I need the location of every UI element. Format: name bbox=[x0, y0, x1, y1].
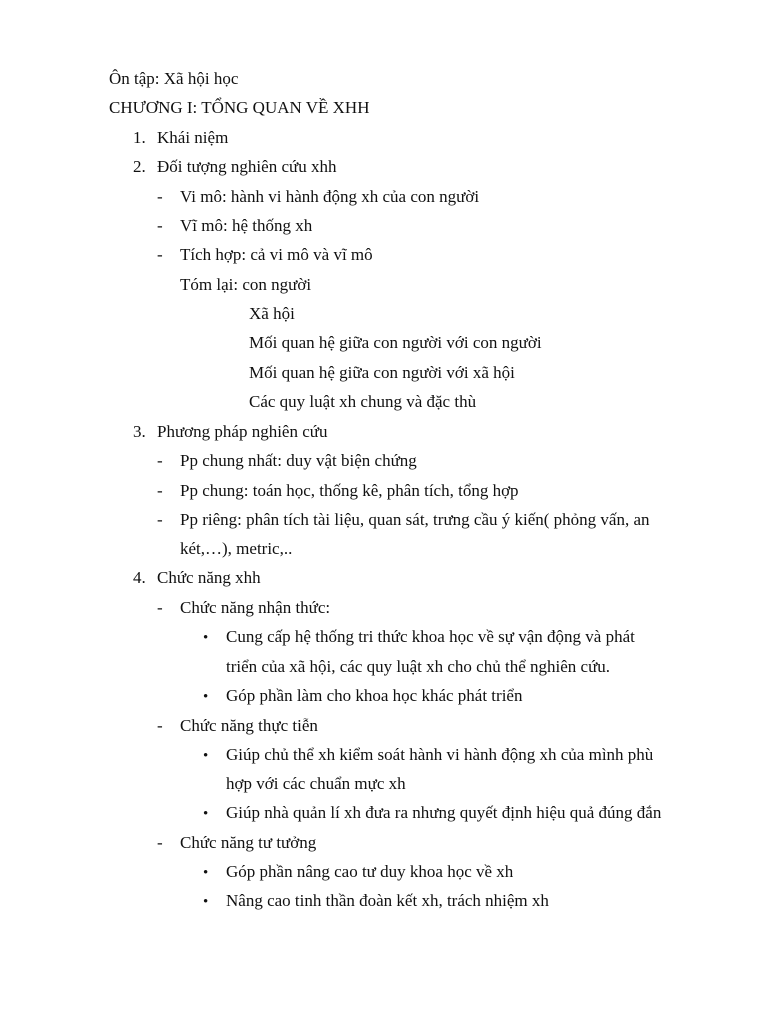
list-item: Pp riêng: phân tích tài liệu, quan sát, trưng cầu ý kiến( phỏng vấn, an bbox=[180, 510, 650, 529]
bullet-item: Cung cấp hệ thống tri thức khoa học về sự vận động và phát bbox=[226, 627, 635, 646]
dash-marker: - bbox=[157, 833, 163, 852]
bullet-marker: • bbox=[203, 630, 209, 646]
function-label: Chức năng tư tưởng bbox=[180, 833, 317, 852]
summary-item: Các quy luật xh chung và đặc thù bbox=[249, 392, 477, 411]
document-title: Ôn tập: Xã hội học bbox=[109, 69, 239, 88]
bullet-marker: • bbox=[203, 689, 209, 705]
dash-marker: - bbox=[157, 598, 163, 617]
dash-marker: - bbox=[157, 716, 163, 735]
dash-marker: - bbox=[157, 451, 163, 470]
summary-item: Mối quan hệ giữa con người với xã hội bbox=[249, 363, 515, 382]
section-heading: Khái niệm bbox=[157, 128, 229, 147]
bullet-item: Góp phần nâng cao tư duy khoa học về xh bbox=[226, 862, 514, 881]
section-heading: Chức năng xhh bbox=[157, 568, 261, 587]
section-number: 4. bbox=[133, 568, 146, 587]
dash-marker: - bbox=[157, 481, 163, 500]
bullet-item: Nâng cao tinh thần đoàn kết xh, trách nhiệm xh bbox=[226, 891, 549, 910]
bullet-marker: • bbox=[203, 748, 209, 764]
dash-marker: - bbox=[157, 216, 163, 235]
summary-item: Xã hội bbox=[249, 304, 295, 323]
section-heading: Đối tượng nghiên cứu xhh bbox=[157, 157, 337, 176]
section-number: 2. bbox=[133, 157, 146, 176]
section-number: 3. bbox=[133, 422, 146, 441]
function-label: Chức năng thực tiễn bbox=[180, 716, 318, 735]
dash-marker: - bbox=[157, 510, 163, 529]
summary-item: Mối quan hệ giữa con người với con người bbox=[249, 333, 542, 352]
function-label: Chức năng nhận thức: bbox=[180, 598, 331, 617]
dash-marker: - bbox=[157, 187, 163, 206]
dash-marker: - bbox=[157, 245, 163, 264]
section-heading: Phương pháp nghiên cứu bbox=[157, 422, 328, 441]
section-number: 1. bbox=[133, 128, 146, 147]
bullet-item-continuation: hợp với các chuẩn mực xh bbox=[226, 774, 406, 793]
bullet-marker: • bbox=[203, 894, 209, 910]
summary-label: Tóm lại: con người bbox=[180, 275, 312, 294]
bullet-item-continuation: triển của xã hội, các quy luật xh cho chủ thể nghiên cứu. bbox=[226, 657, 611, 676]
bullet-item: Giúp nhà quản lí xh đưa ra nhưng quyết định hiệu quả đúng đắn bbox=[226, 803, 662, 822]
list-item: Vi mô: hành vi hành động xh của con người bbox=[180, 187, 480, 206]
bullet-item: Giúp chủ thể xh kiểm soát hành vi hành động xh của mình phù bbox=[226, 745, 654, 764]
bullet-item: Góp phần làm cho khoa học khác phát triển bbox=[226, 686, 523, 705]
list-item: Pp chung nhất: duy vật biện chứng bbox=[180, 451, 417, 470]
list-item: Pp chung: toán học, thống kê, phân tích, tổng hợp bbox=[180, 481, 519, 500]
list-item: Tích hợp: cả vi mô và vĩ mô bbox=[180, 245, 373, 264]
bullet-marker: • bbox=[203, 865, 209, 881]
chapter-heading: CHƯƠNG I: TỔNG QUAN VỀ XHH bbox=[109, 98, 370, 117]
list-item-continuation: két,…), metric,.. bbox=[180, 539, 293, 558]
bullet-marker: • bbox=[203, 806, 209, 822]
list-item: Vĩ mô: hệ thống xh bbox=[180, 216, 313, 235]
